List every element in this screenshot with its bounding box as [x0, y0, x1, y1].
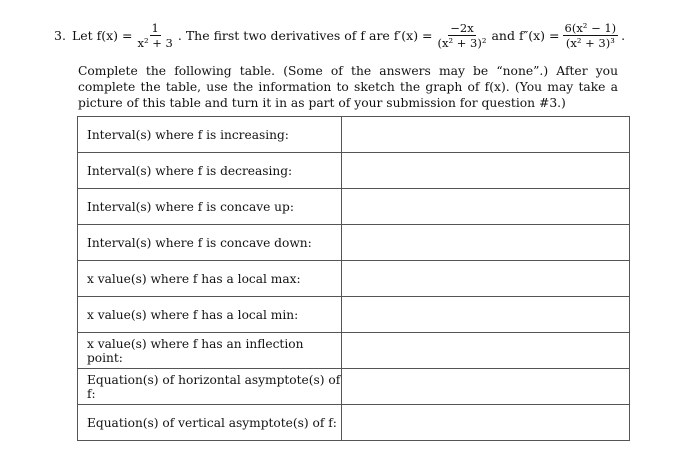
- fprime-fraction: [436, 22, 489, 49]
- instructions-paragraph: Complete the following table. (Some of the answers may be “none”.) After you complete the table, use the information to sketch the graph of f(x). (You may take a picture of this table and turn it in as part of your submission for question #3.): [78, 64, 618, 110]
- question-cell: Interval(s) where f is concave down:: [78, 225, 342, 261]
- question-cell: Interval(s) where f is concave up:: [78, 189, 342, 225]
- answer-cell[interactable]: [342, 405, 630, 441]
- answer-cell[interactable]: [342, 117, 630, 153]
- f-numerator: 1: [151, 21, 159, 35]
- table-row: [78, 333, 630, 369]
- table-row: [78, 225, 630, 261]
- question-cell: Interval(s) where f is decreasing:: [78, 153, 342, 189]
- answer-cell[interactable]: [342, 153, 630, 189]
- fdoubleprime-denominator: (x² + 3)³: [565, 36, 615, 51]
- fprime-numerator: −2x: [450, 21, 474, 35]
- answer-table: [77, 116, 630, 441]
- fprime-denominator: (x² + 3)²: [437, 36, 487, 51]
- question-cell: Interval(s) where f is increasing:: [78, 117, 342, 153]
- table-row: [78, 261, 630, 297]
- table-row: [78, 369, 630, 405]
- derivatives-text: . The first two derivatives of f are f′(x) =: [177, 28, 433, 44]
- table-row: [78, 405, 630, 441]
- question-cell: x value(s) where f has a local max:: [78, 261, 342, 297]
- f-denominator: x² + 3: [137, 36, 173, 51]
- answer-cell[interactable]: [342, 369, 630, 405]
- question-cell: x value(s) where f has a local min:: [78, 297, 342, 333]
- question-cell: Equation(s) of horizontal asymptote(s) of f:: [78, 369, 342, 405]
- table-row: [78, 189, 630, 225]
- table-row: [78, 297, 630, 333]
- answer-cell[interactable]: [342, 333, 630, 369]
- table-row: [78, 117, 630, 153]
- problem-line: [54, 22, 625, 49]
- fdoubleprime-fraction: [563, 22, 619, 49]
- final-period: .: [621, 28, 626, 44]
- problem-number: 3.: [54, 28, 66, 44]
- and-text: and f″(x) =: [491, 28, 560, 44]
- question-cell: x value(s) where f has an inflection point:: [78, 333, 342, 369]
- answer-cell[interactable]: [342, 261, 630, 297]
- f-fraction: [136, 22, 175, 49]
- fdoubleprime-numerator: 6(x² − 1): [564, 21, 617, 35]
- let-text: Let f(x) =: [71, 28, 133, 44]
- answer-table-body: [78, 117, 630, 441]
- table-row: [78, 153, 630, 189]
- answer-cell[interactable]: [342, 189, 630, 225]
- answer-cell[interactable]: [342, 297, 630, 333]
- question-cell: Equation(s) of vertical asymptote(s) of f:: [78, 405, 342, 441]
- answer-cell[interactable]: [342, 225, 630, 261]
